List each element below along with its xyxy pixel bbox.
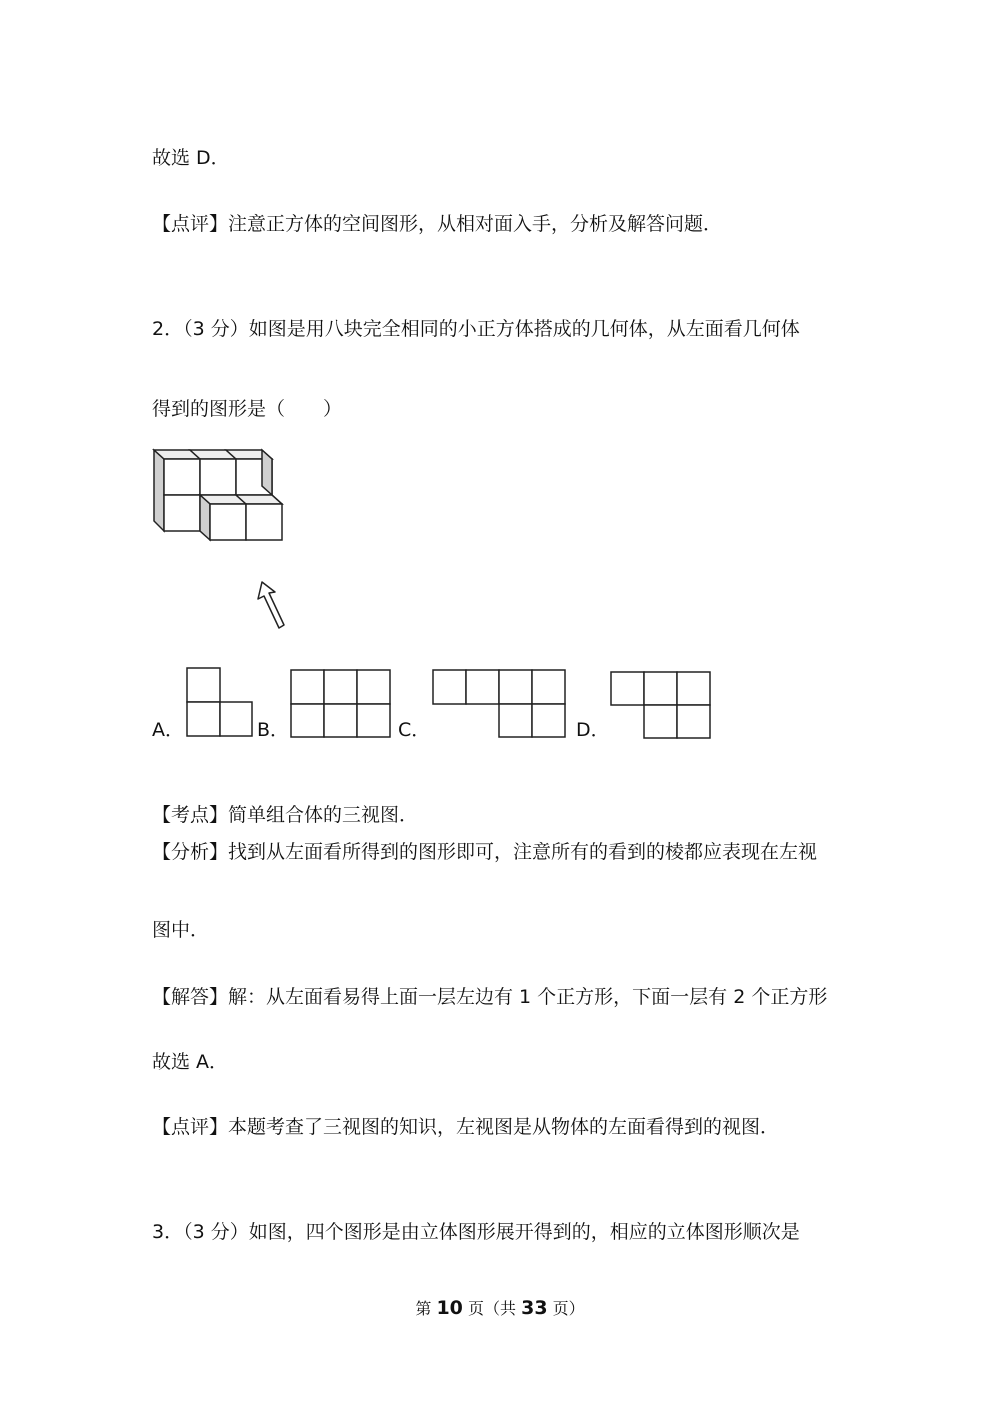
- answer-line-a: 故选 A．: [152, 1051, 229, 1073]
- cube-figure: [150, 445, 295, 550]
- comment-line-2: 【点评】本题考查了三视图的知识，左视图是从物体的左面看得到的视图．: [152, 1116, 780, 1138]
- option-c-label: C．: [398, 719, 431, 741]
- answer-line-d: 故选 D．: [152, 147, 230, 169]
- analysis-line-2: 图中．: [152, 919, 210, 941]
- question-3-line-1: 3．（3 分）如图，四个图形是由立体图形展开得到的，相应的立体图形顺次是: [152, 1221, 800, 1243]
- footer-prefix: 第: [415, 1299, 432, 1318]
- option-a-figure: [184, 665, 254, 740]
- comment-line-1: 【点评】注意正方体的空间图形，从相对面入手，分析及解答问题．: [152, 213, 723, 235]
- footer-suffix: 页）: [552, 1299, 585, 1318]
- view-direction-arrow-icon: [255, 578, 290, 633]
- option-c-figure: [430, 667, 570, 741]
- solution-line: 【解答】解：从左面看易得上面一层左边有 1 个正方形，下面一层有 2 个正方形: [152, 986, 828, 1008]
- option-b-figure: [288, 667, 393, 741]
- page-footer: [0, 1296, 1000, 1319]
- option-d-figure: [608, 669, 714, 741]
- option-d-label: D．: [576, 719, 610, 741]
- current-page-number: 10: [436, 1297, 463, 1319]
- total-page-number: 33: [521, 1297, 548, 1319]
- question-2-line-1: 2．（3 分）如图是用八块完全相同的小正方体搭成的几何体，从左面看几何体: [152, 318, 800, 340]
- option-a-label: A．: [152, 719, 184, 741]
- knowledge-point: 【考点】简单组合体的三视图．: [152, 804, 419, 826]
- footer-middle: 页（共: [467, 1299, 516, 1318]
- analysis-line-1: 【分析】找到从左面看所得到的图形即可，注意所有的看到的棱都应表现在左视: [152, 841, 818, 863]
- question-2-line-2: 得到的图形是（ ）: [152, 398, 343, 420]
- option-b-label: B．: [257, 719, 290, 741]
